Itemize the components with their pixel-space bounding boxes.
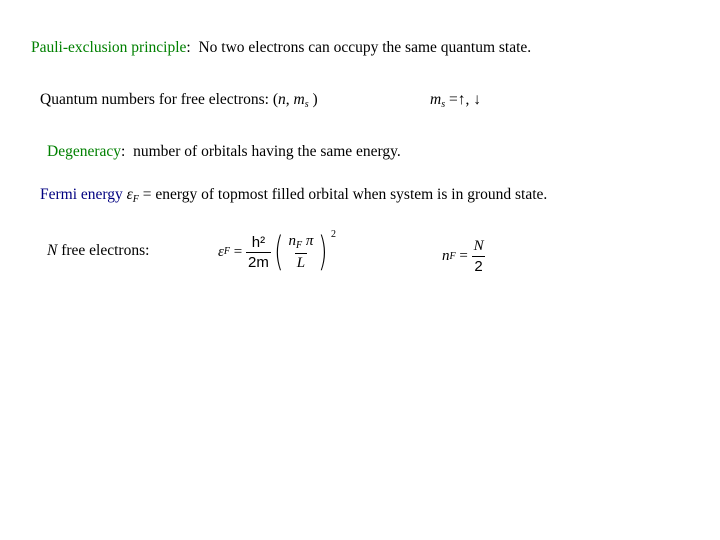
eq2-frac — [472, 239, 486, 274]
eq1-eps-sub: F — [223, 246, 231, 257]
free-electrons-line — [47, 243, 149, 259]
eq2-equals: = — [455, 248, 472, 264]
fermi-text: = energy of topmost filled orbital when system is in ground state. — [138, 186, 548, 203]
eq2-n: n — [442, 248, 450, 264]
quantum-close: ) — [308, 91, 318, 108]
fermi-sub: F — [132, 194, 139, 205]
degeneracy-text: : number of orbitals having the same energy. — [121, 143, 401, 160]
pauli-text: No two electrons can occupy the same quantum state. — [190, 39, 532, 56]
pauli-colon: : — [186, 39, 191, 56]
ms-s: s — [441, 99, 446, 110]
eq1-open-paren: ( — [273, 229, 284, 275]
eq2-num: N — [473, 238, 484, 254]
fermi-label: Fermi energy — [40, 186, 127, 203]
eq1-num: h² — [251, 233, 266, 251]
quantum-m: m — [293, 91, 305, 108]
quantum-text: Quantum numbers for free electrons: ( — [40, 91, 279, 108]
eq1-eps: ε — [218, 243, 224, 260]
eq1-inner-den: L — [296, 254, 306, 271]
quantum-n: n — [278, 91, 286, 108]
eq2-den: 2 — [474, 258, 483, 275]
eq1-inner-n-sub: F — [295, 239, 303, 251]
eq1-frac-h2-2m — [246, 235, 271, 270]
pauli-term: Pauli-exclusion principle — [31, 39, 187, 56]
ms-rhs: =↑, ↓ — [445, 91, 481, 108]
ms-equation — [430, 92, 481, 110]
fermi-eps: ε — [126, 186, 133, 203]
fermi-energy-equation — [218, 229, 336, 275]
eq2-n-sub: F — [449, 250, 456, 262]
quantum-s: s — [304, 99, 309, 110]
free-text: free electrons: — [57, 242, 150, 259]
degeneracy-line — [47, 144, 401, 160]
quantum-comma: , — [285, 91, 294, 108]
free-N: N — [47, 242, 58, 259]
degeneracy-term: Degeneracy — [47, 143, 122, 160]
nf-equation — [442, 239, 486, 274]
eq1-power: 2 — [330, 229, 336, 240]
fermi-line — [40, 187, 547, 205]
eq1-den: 2m — [248, 253, 269, 271]
eq1-frac-nf-pi-l — [286, 234, 315, 271]
ms-m: m — [430, 91, 442, 108]
eq1-close-paren: ) — [318, 229, 328, 275]
eq1-inner-n: n — [288, 232, 296, 249]
pauli-line — [31, 40, 531, 56]
eq1-inner-pi: π — [302, 232, 314, 249]
eq1-equals: = — [230, 243, 246, 260]
quantum-line — [40, 92, 318, 110]
